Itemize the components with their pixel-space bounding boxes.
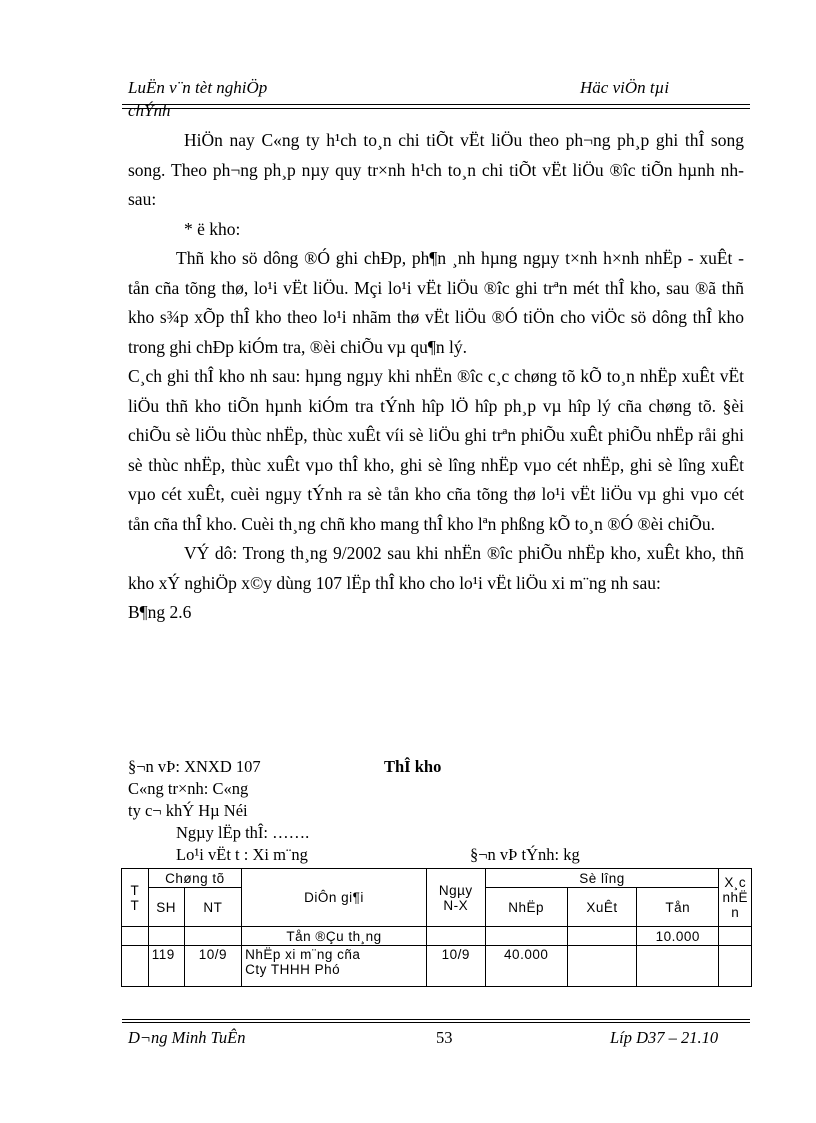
footer-rule-1: [122, 1019, 750, 1020]
footer-class: Líp D37 – 21.10: [610, 1028, 719, 1047]
card-title: ThÎ kho: [384, 757, 442, 776]
header-in: NhËp: [485, 888, 567, 927]
header-sh: SH: [148, 888, 184, 927]
row-nt: 10/9: [184, 946, 241, 987]
header-thesis-title-cont: chÝnh: [128, 101, 171, 120]
paragraph-4: C¸ch ghi thÎ kho nh sau: hµng ngµy khi nhËn ®îc c¸c chøng tõ kÕ to¸n nhËp xuÊt vËt liÖu thñ kho tiÕn hµnh kiÓm tra tÝnh hîp lÖ hîp ph¸p vµ hîp lý cña chøng tõ. §èi chiÕu sè liÖu thùc nhËp, thùc xuÊt víi sè liÖu ghi trªn phiÕu xuÊt phiÕu nhËp råi ghi sè thùc nhËp, thùc xuÊt vµo thÎ kho, ghi sè lîng nhËp vµo cét nhËp, ghi sè lîng xuÊt vµo cét xuÊt, cuèi ngµy tÝnh ra sè tån kho cña tõng thø lo¹i vËt liÖu vµ ghi vµo cét tån cña thÎ kho. Cuèi th¸ng chñ kho mang thÎ kho lªn phßng kÕ to¸n ®Ó ®èi chiÕu.: [128, 366, 744, 534]
page-number: 53: [436, 1028, 453, 1047]
table-row: [122, 946, 752, 987]
table-label: B¶ng 2.6: [128, 602, 192, 622]
header-out: XuÊt: [567, 888, 636, 927]
stock-card-table: [121, 868, 752, 987]
header-rule-2: [122, 108, 750, 109]
header-stock: Tån: [637, 888, 719, 927]
card-unit: §¬n vÞ: XNXD 107: [128, 757, 261, 776]
row-sh: 119: [148, 946, 184, 987]
opening-desc: Tån ®Çu th¸ng: [242, 927, 427, 946]
header-date: Ngµy N-X: [426, 869, 485, 927]
header-thesis-title: LuËn v¨n tèt nghiÖp: [128, 78, 268, 97]
body-text: [128, 126, 744, 628]
row-in: 40.000: [485, 946, 567, 987]
table-header-row-1: [122, 869, 752, 888]
header-quantity: Sè lîng: [485, 869, 719, 888]
card-date: Ngµy lËp thÎ: …….: [176, 823, 310, 842]
footer-rule-2: [122, 1022, 750, 1023]
paragraph-3: Thñ kho sö dông ®Ó ghi chÐp, ph¶n ¸nh hµng ngµy t×nh h×nh nhËp - xuÊt - tån cña tõng thø, lo¹i vËt liÖu. Mçi lo¹i vËt liÖu ®îc ghi trªn mét thÎ kho, sau ®ã thñ kho s¾p xÕp thÎ kho theo lo¹i nhãm thø vËt liÖu ®Ó tiÖn cho viÖc sö dông thÎ kho trong ghi chÐp kiÓm tra, ®èi chiÕu vµ qu¶n lý.: [128, 248, 744, 357]
header-voucher: Chøng tõ: [148, 869, 241, 888]
header-tt: T T: [122, 869, 149, 927]
header-nt: NT: [184, 888, 241, 927]
row-desc: NhËp xi m¨ng cña Cty THHH Phó: [242, 946, 427, 987]
header-confirm: X¸c nhË n: [719, 869, 752, 927]
card-project-line2: ty c¬ khÝ Hµ Néi: [128, 801, 248, 820]
paragraph-2: * ë kho:: [184, 218, 241, 239]
opening-stock: 10.000: [637, 927, 719, 946]
row-date: 10/9: [426, 946, 485, 987]
card-material: Lo¹i vËt t : Xi m¨ng: [176, 845, 308, 864]
header-rule-1: [122, 104, 750, 105]
header-description: DiÔn gi¶i: [242, 869, 427, 927]
card-calc-unit: §¬n vÞ tÝnh: kg: [470, 845, 580, 864]
paragraph-5: VÝ dô: Trong th¸ng 9/2002 sau khi nhËn ®îc phiÕu nhËp kho, xuÊt kho, thñ kho xÝ nghiÖp x©y dùng 107 lËp thÎ kho cho lo¹i vËt liÖu xi m¨ng nh sau:: [128, 543, 744, 593]
table-row-opening: [122, 927, 752, 946]
footer-author: D¬ng Minh TuÊn: [128, 1028, 246, 1047]
card-project-line1: C«ng tr×nh: C«ng: [128, 779, 249, 798]
paragraph-1: HiÖn nay C«ng ty h¹ch to¸n chi tiÕt vËt liÖu theo ph¬ng ph¸p ghi thÎ song song. Theo ph¬ng ph¸p nµy quy tr×nh h¹ch to¸n chi tiÕt vËt liÖu ®îc tiÕn hµnh nh sau:: [128, 130, 744, 209]
header-institute: Häc viÖn tµi: [580, 78, 670, 97]
